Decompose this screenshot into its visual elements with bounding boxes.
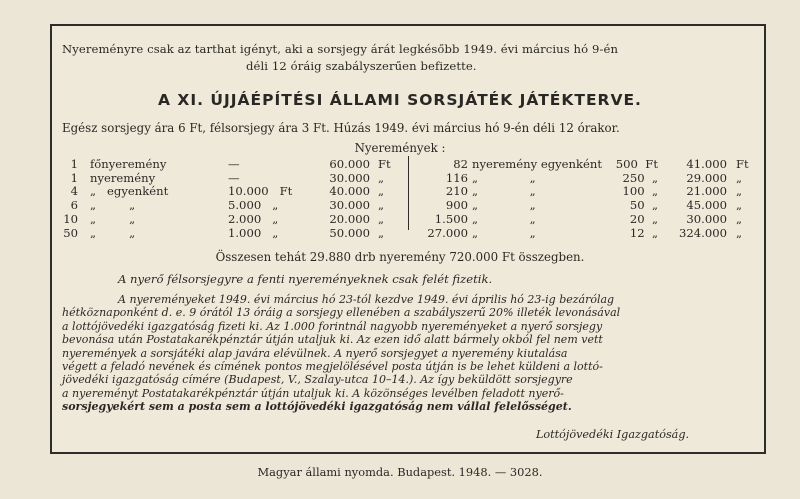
prizes_right-row-each: 250 „ (622, 170, 658, 185)
prizes_right-row-unit: Ft (736, 157, 749, 171)
prizes_left-row-amount: 60.000 (329, 157, 370, 171)
paragraph-line: a nyereményt Postatakarékpénztár útján utaljuk ki. A közönséges levélben feladott nyerő- (62, 386, 564, 400)
paragraph-line: nyeremények a sorsjátéki alap javára elévülnek. A nyerő sorsjegyet a nyeremény kiutalása (62, 346, 568, 360)
prizes_left-row-label: főnyeremény (90, 157, 167, 171)
half-ticket-line: A nyerő félsorsjegyre a fenti nyereményeknek csak felét fizetik. (118, 272, 493, 286)
prizes_left-row-label: „ „ (90, 225, 136, 240)
prizes_right-row-label: „ „ (472, 198, 536, 213)
prizes_right-row-unit: „ (736, 211, 743, 226)
prizes_right-row-count: 27.000 (427, 225, 468, 240)
prizes_left-row-each: 1.000 „ (228, 225, 279, 240)
printer-footer: Magyar állami nyomda. Budapest. 1948. — 3028. (257, 465, 543, 479)
prizes_right-row-count: 82 (453, 157, 468, 171)
prizes_right-row-amount: 30.000 (686, 211, 727, 226)
prizes_right-row-amount: 41.000 (686, 157, 727, 171)
prizes_left-row-each: — (228, 170, 240, 185)
prizes_right-row-label: „ „ (472, 211, 536, 226)
prizes_left-row-amount: 50.000 (329, 225, 370, 240)
prizes_right-row-each: 50 „ (629, 198, 658, 213)
prizes_right-row-count: 210 (445, 184, 468, 199)
prizes_left-row-amount: 30.000 (329, 170, 370, 185)
prizes_right-row-label: „ „ (472, 170, 536, 185)
prizes_right-row-label: „ „ (472, 225, 536, 240)
prizes_left-row-label: nyeremény (90, 170, 156, 185)
prizes_left-row-unit: „ (378, 211, 385, 226)
prizes_left-row-amount: 20.000 (329, 211, 370, 226)
prizes_left-row-count: 1 (70, 170, 78, 185)
prizes_left-row-count: 10 (63, 211, 78, 226)
prizes_right-row-unit: „ (736, 184, 743, 199)
prizes_right-row-amount: 21.000 (686, 184, 727, 199)
document-title: A XI. ÚJJÁÉPÍTÉSI ÁLLAMI SORSJÁTÉK JÁTÉKTERVE. (158, 91, 642, 109)
prizes_right-row-amount: 29.000 (686, 170, 727, 185)
paragraph-line: a lottójövedéki igazgatóság fizeti ki. Az 1.000 forintnál nagyobb nyereményeket a nyerő sorsjegy (62, 319, 603, 333)
total-line: Összesen tehát 29.880 drb nyeremény 720.000 Ft összegben. (215, 250, 585, 264)
paragraph-line: bevonása után Postatakarékpénztár útján utaljuk ki. Az ezen idő alatt bármely okból fel nem vett (62, 333, 603, 347)
prizes_right-row-amount: 324.000 (679, 225, 727, 240)
prizes_left-row-unit: „ (378, 198, 385, 213)
prizes_left-row-unit: Ft (378, 157, 391, 171)
prizes_right-row-unit: „ (736, 170, 743, 185)
prizes_right-row-each: 12 „ (629, 225, 658, 240)
prizes_right-row-label: nyeremény egyenként (472, 157, 603, 171)
prizes_left-row-amount: 30.000 (329, 198, 370, 213)
prizes_left-row-label: „ „ (90, 211, 136, 226)
notice-line-2: déli 12 óráig szabályszerűen befizette. (246, 59, 477, 73)
signature: Lottójövedéki Igazgatóság. (536, 428, 690, 441)
prizes_right-row-count: 900 (445, 198, 468, 213)
prizes_right-row-unit: „ (736, 225, 743, 240)
paragraph-line: A nyereményeket 1949. évi március hó 23-tól kezdve 1949. évi április hó 23-ig bezárólag (118, 293, 615, 306)
paragraph-line: jövedéki igazgatóság címére (Budapest, V., Szalay-utca 10–14.). Az így beküldött sorsjegyre (62, 373, 573, 387)
prizes_left-row-count: 1 (70, 157, 78, 171)
prizes_right-row-each: 20 „ (629, 211, 658, 226)
prizes-heading: Nyeremények : (354, 141, 446, 155)
prizes_right-row-unit: „ (736, 198, 743, 213)
prizes_right-row-count: 116 (445, 170, 468, 185)
prizes_left-row-unit: „ (378, 184, 385, 199)
prizes_left-row-count: 4 (70, 184, 78, 199)
paragraph-line: végett a feladó nevének és címének pontos megjelölésével posta útján is be lehet küldeni a lottó- (62, 360, 603, 373)
prizes_left-row-label: „ „ (90, 198, 136, 213)
prizes_left-row-each: 2.000 „ (228, 211, 279, 226)
prizes_left-row-each: — (228, 157, 240, 171)
notice-line-1: Nyereményre csak az tarthat igényt, aki a sorsjegy árát legkésőbb 1949. évi március hó 9-én (62, 42, 619, 56)
prizes_right-row-count: 1.500 (434, 211, 468, 226)
prizes_left-row-count: 6 (70, 198, 78, 213)
paragraph-line: sorsjegyekért sem a posta sem a lottójövedéki igazgatóság nem vállal felelősséget. (62, 400, 572, 414)
prizes_left-row-each: 5.000 „ (228, 198, 279, 213)
prizes_right-row-each: 500 Ft (615, 157, 658, 171)
prizes_left-row-unit: „ (378, 170, 385, 185)
prizes_left-row-each: 10.000 Ft (228, 184, 293, 199)
column-divider (408, 156, 409, 230)
prizes_left-row-label: „ egyenként (90, 184, 169, 199)
prizes_right-row-amount: 45.000 (686, 198, 727, 213)
price-line: Egész sorsjegy ára 6 Ft, félsorsjegy ára 3 Ft. Húzás 1949. évi március hó 9-én déli 12 órakor. (62, 121, 620, 135)
prizes_left-row-unit: „ (378, 225, 385, 240)
paragraph-line: hétköznaponként d. e. 9 órától 13 óráig a sorsjegy ellenében a szabályszerű 20% illeték levonásával (62, 306, 621, 320)
prizes_right-row-label: „ „ (472, 184, 536, 199)
prizes_left-row-amount: 40.000 (329, 184, 370, 199)
prizes_right-row-each: 100 „ (622, 184, 658, 199)
prizes_left-row-count: 50 (63, 225, 78, 240)
